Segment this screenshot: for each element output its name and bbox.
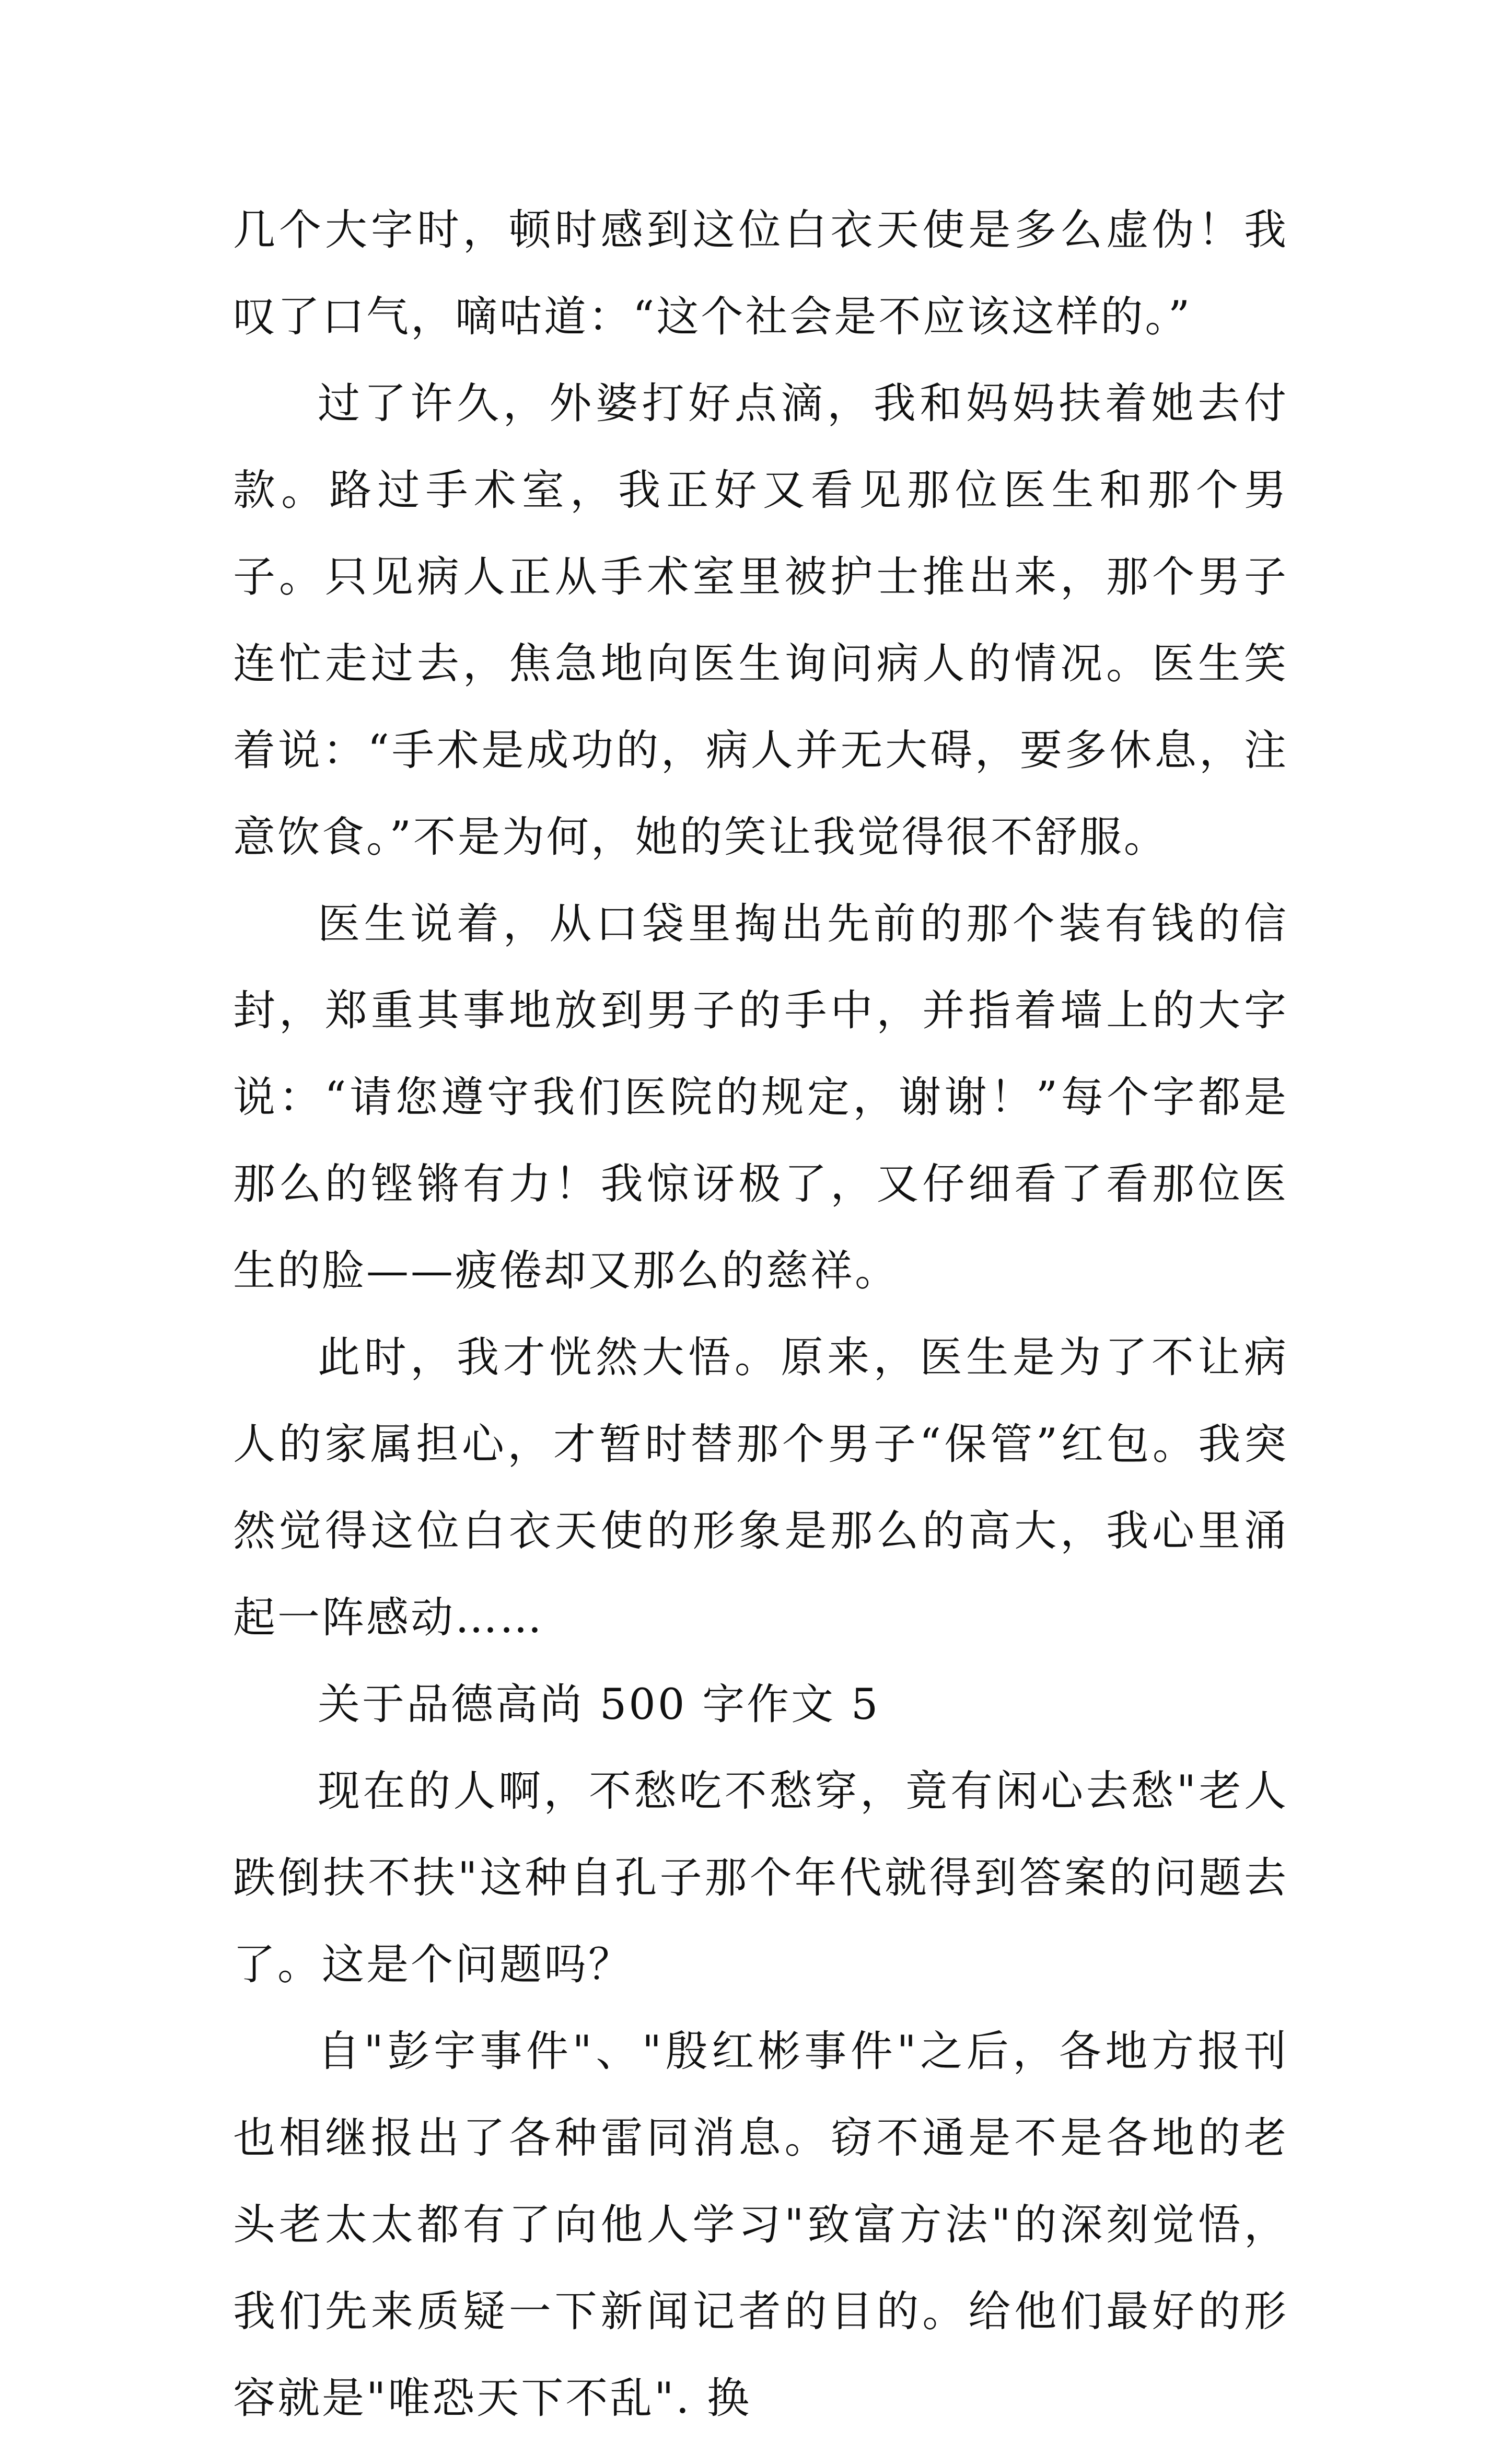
paragraph: 现在的人啊，不愁吃不愁穿，竟有闲心去愁"老人跌倒扶不扶"这种自孔子那个年代就得到答案的问题去了。这是个问题吗？: [233, 1767, 1288, 1990]
paragraph: 几个大字时，顿时感到这位白衣天使是多么虚伪！我叹了口气，嘀咕道：“这个社会是不应该这样的。”: [233, 206, 1288, 342]
section-heading: 关于品德高尚 500 字作文 5: [318, 1680, 880, 1729]
document-body: [233, 187, 1288, 2442]
paragraph: 自"彭宇事件"、"殷红彬事件"之后，各地方报刊也相继报出了各种雷同消息。窃不通是不是各地的老头老太太都有了向他人学习"致富方法"的深刻觉悟，我们先来质疑一下新闻记者的目的。给他们最好的形容就是"唯恐天下不乱". 换: [233, 2027, 1288, 2423]
paragraph: 过了许久，外婆打好点滴，我和妈妈扶着她去付款。路过手术室，我正好又看见那位医生和那个男子。只见病人正从手术室里被护士推出来，那个男子连忙走过去，焦急地向医生询问病人的情况。医生笑着说：“手术是成功的，病人并无大碍，要多休息，注意饮食。”不是为何，她的笑让我觉得很不舒服。: [233, 379, 1288, 862]
paragraph: 此时，我才恍然大悟。原来，医生是为了不让病人的家属担心，才暂时替那个男子“保管”红包。我突然觉得这位白衣天使的形象是那么的高大，我心里涌起一阵感动……: [233, 1333, 1288, 1643]
paragraph: 医生说着，从口袋里掏出先前的那个装有钱的信封，郑重其事地放到男子的手中，并指着墙上的大字说：“请您遵守我们医院的规定，谢谢！”每个字都是那么的铿锵有力！我惊讶极了，又仔细看了看那位医生的脸——疲倦却又那么的慈祥。: [233, 900, 1288, 1296]
